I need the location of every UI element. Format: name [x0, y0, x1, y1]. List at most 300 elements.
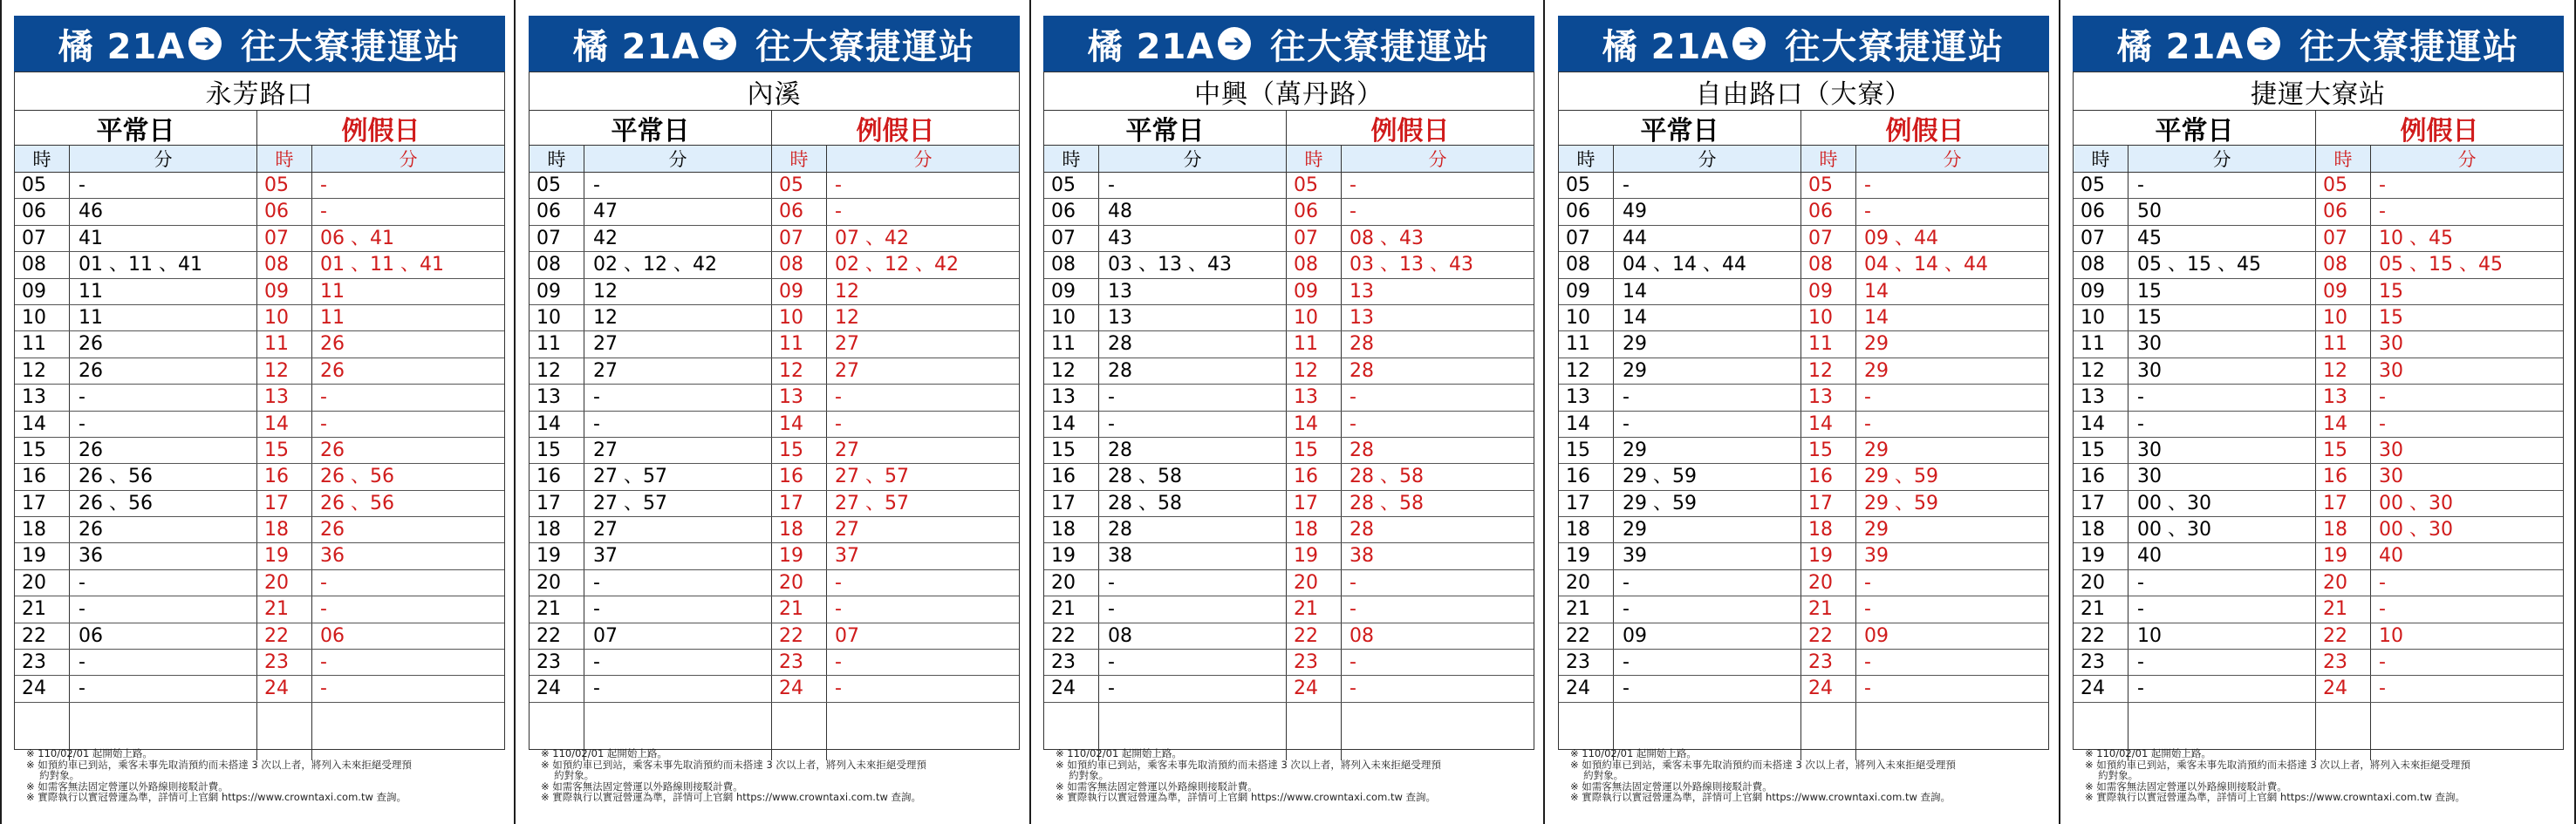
holiday-minutes: 27 、57 — [835, 492, 909, 514]
holiday-hour: 23 — [264, 651, 289, 674]
holiday-hour: 15 — [1808, 439, 1833, 461]
holiday-minutes: - — [320, 174, 327, 196]
weekday-hour: 16 — [536, 466, 561, 488]
route-number: 橘 21A — [1087, 26, 1215, 67]
weekday-hour: 09 — [536, 280, 561, 303]
weekday-hour: 06 — [1051, 201, 1076, 223]
table-row — [530, 491, 1019, 517]
holiday-hour: 21 — [1808, 598, 1833, 621]
holiday-minutes: - — [1864, 571, 1871, 594]
holiday-minutes: 36 — [320, 545, 345, 568]
weekday-minutes: 28 、58 — [1108, 466, 1182, 488]
holiday-heading: 例假日 — [772, 111, 1019, 146]
table-row — [1044, 385, 1534, 411]
weekday-hour: 15 — [2081, 439, 2105, 461]
weekday-minutes: 26 — [79, 439, 103, 461]
footnote-line: ※ 如預約車已到站，乘客未事先取消預約而未搭達 3 次以上者，將列入未來拒絕受理預 — [1056, 758, 1441, 771]
holiday-minutes: - — [835, 201, 842, 223]
weekday-minutes: 47 — [593, 201, 618, 223]
weekday-minutes: 30 — [2137, 359, 2162, 382]
holiday-hour: 05 — [779, 174, 803, 196]
table-row — [15, 279, 504, 305]
holiday-minute-header: 分 — [312, 146, 504, 173]
holiday-hour: 22 — [264, 624, 289, 647]
table-row — [1559, 358, 2048, 385]
table-row — [15, 305, 504, 331]
timetable-panel — [1558, 0, 2049, 824]
holiday-minutes: 40 — [2379, 545, 2403, 568]
weekday-minutes: - — [593, 678, 600, 700]
holiday-minutes: 30 — [2379, 359, 2403, 382]
footnote-line: ※ 如需客無法固定營運以外路線則接駁計費。 — [541, 780, 743, 793]
footnotes — [1056, 748, 1527, 803]
weekday-minute-header: 分 — [1099, 146, 1287, 173]
holiday-minutes: - — [1864, 174, 1871, 196]
weekday-minutes: 30 — [2137, 333, 2162, 356]
weekday-minutes: 02 、12 、42 — [593, 254, 717, 276]
holiday-minutes: 29 、59 — [1864, 492, 1938, 514]
weekday-minutes: - — [79, 174, 85, 196]
table-row — [2074, 676, 2563, 702]
weekday-hour: 08 — [2081, 254, 2105, 276]
holiday-hour: 17 — [779, 492, 803, 514]
holiday-hour: 07 — [1294, 227, 1318, 249]
table-row — [1559, 543, 2048, 569]
weekday-hour: 20 — [2081, 571, 2105, 594]
holiday-minutes: 26 — [320, 359, 345, 382]
table-row — [1044, 305, 1534, 331]
holiday-hour: 11 — [1808, 333, 1833, 356]
footnote-line: ※ 實際執行以實冠營運為準，詳情可上官網 https://www.crowntaxi.com.tw 查詢。 — [2085, 791, 2466, 803]
holiday-hour: 18 — [1294, 519, 1318, 541]
table-row — [15, 570, 504, 596]
weekday-minutes: - — [2137, 412, 2144, 435]
weekday-minutes: 28 — [1108, 519, 1132, 541]
holiday-minutes: 10 、45 — [2379, 227, 2453, 249]
weekday-hour: 15 — [1051, 439, 1076, 461]
weekday-minutes: 26 、56 — [79, 492, 153, 514]
holiday-minutes: 06 — [320, 624, 345, 647]
holiday-hour: 05 — [1294, 174, 1318, 196]
holiday-heading: 例假日 — [257, 111, 504, 146]
weekday-hour: 05 — [22, 174, 46, 196]
footnote-line: ※ 110/02/01 起開始上路。 — [2085, 747, 2211, 759]
table-row — [2074, 623, 2563, 650]
holiday-minutes: - — [2379, 412, 2386, 435]
weekday-minutes: 01 、11 、41 — [79, 254, 202, 276]
footnotes — [2085, 748, 2556, 803]
weekday-hour: 24 — [1051, 678, 1076, 700]
weekday-hour: 21 — [2081, 598, 2105, 621]
weekday-minutes: - — [2137, 651, 2144, 674]
timetable-panel — [529, 0, 1020, 824]
weekday-hour: 10 — [2081, 306, 2105, 329]
weekday-minutes: 08 — [1108, 624, 1132, 647]
table-row — [15, 517, 504, 543]
holiday-hour: 09 — [264, 280, 289, 303]
arrow-right-icon: ➔ — [188, 27, 222, 60]
holiday-minutes: - — [320, 651, 327, 674]
weekday-hour: 18 — [536, 519, 561, 541]
holiday-minutes: 00 、30 — [2379, 519, 2453, 541]
holiday-minutes: - — [1349, 598, 1356, 621]
holiday-hour-header: 時 — [2316, 146, 2371, 173]
table-row — [1044, 252, 1534, 278]
weekday-hour: 13 — [1566, 386, 1590, 409]
weekday-minutes: - — [593, 412, 600, 435]
table-row — [1559, 199, 2048, 225]
sheet-divider — [1029, 0, 1031, 824]
weekday-heading: 平常日 — [2074, 111, 2316, 146]
table-row — [15, 676, 504, 702]
weekday-hour: 17 — [1566, 492, 1590, 514]
holiday-minutes: 12 — [835, 280, 859, 303]
footnote-line: ※ 實際執行以實冠營運為準，詳情可上官網 https://www.crowntaxi.com.tw 查詢。 — [1056, 791, 1437, 803]
table-row — [1044, 676, 1534, 702]
footnote-line: ※ 110/02/01 起開始上路。 — [541, 747, 667, 759]
table-row — [2074, 596, 2563, 623]
weekday-minute-header: 分 — [2128, 146, 2316, 173]
footnote-line: ※ 如預約車已到站，乘客未事先取消預約而未搭達 3 次以上者，將列入未來拒絕受理預 — [2085, 758, 2470, 771]
footnote-line: 約對象。 — [2085, 769, 2139, 781]
holiday-minutes: 37 — [835, 545, 859, 568]
holiday-minutes: - — [1349, 571, 1356, 594]
weekday-hour: 06 — [2081, 201, 2105, 223]
footnote-line: ※ 110/02/01 起開始上路。 — [1570, 747, 1697, 759]
table-row — [530, 252, 1019, 278]
weekday-minutes: 11 — [79, 280, 103, 303]
weekday-hour: 11 — [1566, 333, 1590, 356]
holiday-minutes: 07 — [835, 624, 859, 647]
weekday-minutes: - — [1108, 174, 1115, 196]
schedule-rows — [2074, 173, 2563, 703]
weekday-minutes: 06 — [79, 624, 103, 647]
timetable-panel — [2073, 0, 2564, 824]
table-row — [2074, 438, 2563, 464]
route-number: 橘 21A — [2116, 26, 2245, 67]
stop-name: 捷運大寮站 — [2074, 72, 2563, 111]
weekday-minutes: 29 、59 — [1623, 492, 1697, 514]
holiday-heading: 例假日 — [1287, 111, 1534, 146]
weekday-minutes: 26 — [79, 333, 103, 356]
holiday-hour: 24 — [264, 678, 289, 700]
table-row — [2074, 331, 2563, 358]
holiday-minutes: 28 — [1349, 439, 1374, 461]
holiday-hour: 22 — [779, 624, 803, 647]
weekday-minutes: 27 — [593, 359, 618, 382]
weekday-hour: 17 — [2081, 492, 2105, 514]
table-row — [1559, 570, 2048, 596]
weekday-hour: 12 — [1051, 359, 1076, 382]
footnote-line: ※ 110/02/01 起開始上路。 — [1056, 747, 1182, 759]
route-number: 橘 21A — [58, 26, 186, 67]
weekday-minutes: 00 、30 — [2137, 492, 2211, 514]
holiday-minutes: 02 、12 、42 — [835, 254, 959, 276]
table-row — [530, 226, 1019, 252]
table-row — [1044, 279, 1534, 305]
weekday-hour: 12 — [2081, 359, 2105, 382]
table-row — [2074, 226, 2563, 252]
holiday-minutes: - — [2379, 598, 2386, 621]
schedule-table — [14, 72, 505, 750]
weekday-minutes: 36 — [79, 545, 103, 568]
table-row — [2074, 517, 2563, 543]
holiday-minutes: - — [835, 174, 842, 196]
weekday-hour: 09 — [1566, 280, 1590, 303]
weekday-minutes: 27 、57 — [593, 466, 667, 488]
footnote-line: ※ 實際執行以實冠營運為準，詳情可上官網 https://www.crowntaxi.com.tw 查詢。 — [541, 791, 922, 803]
sheet-divider — [0, 0, 2, 824]
holiday-hour: 15 — [2323, 439, 2347, 461]
weekday-hour: 22 — [536, 624, 561, 647]
weekday-hour: 18 — [22, 519, 46, 541]
holiday-minute-header: 分 — [827, 146, 1019, 173]
weekday-minutes: - — [1108, 412, 1115, 435]
holiday-hour: 08 — [1808, 254, 1833, 276]
weekday-hour: 21 — [1566, 598, 1590, 621]
weekday-hour: 22 — [1051, 624, 1076, 647]
holiday-minutes: 26 — [320, 519, 345, 541]
holiday-minutes: - — [2379, 571, 2386, 594]
holiday-hour: 09 — [1808, 280, 1833, 303]
holiday-minutes: - — [320, 598, 327, 621]
holiday-hour: 18 — [1808, 519, 1833, 541]
weekday-hour: 23 — [22, 651, 46, 674]
route-header — [2073, 16, 2564, 72]
arrow-right-icon: ➔ — [1732, 27, 1766, 60]
weekday-minutes: 37 — [593, 545, 618, 568]
holiday-hour: 07 — [264, 227, 289, 249]
stop-name: 中興（萬丹路） — [1044, 72, 1534, 111]
weekday-minutes: - — [1623, 678, 1630, 700]
weekday-hour: 14 — [536, 412, 561, 435]
weekday-hour: 05 — [2081, 174, 2105, 196]
table-row — [530, 199, 1019, 225]
weekday-hour-header: 時 — [15, 146, 70, 173]
table-row — [15, 412, 504, 438]
weekday-hour: 20 — [1051, 571, 1076, 594]
weekday-minutes: - — [79, 598, 85, 621]
holiday-hour: 14 — [2323, 412, 2347, 435]
holiday-minutes: - — [1349, 412, 1356, 435]
weekday-minutes: - — [1623, 412, 1630, 435]
table-row — [530, 412, 1019, 438]
table-row — [15, 252, 504, 278]
weekday-hour: 24 — [536, 678, 561, 700]
schedule-rows — [530, 173, 1019, 703]
holiday-hour: 17 — [2323, 492, 2347, 514]
holiday-minutes: 08 — [1349, 624, 1374, 647]
weekday-minutes: 09 — [1623, 624, 1647, 647]
weekday-hour: 08 — [1566, 254, 1590, 276]
holiday-minutes: 30 — [2379, 439, 2403, 461]
weekday-minutes: - — [593, 571, 600, 594]
weekday-minutes: 26 — [79, 359, 103, 382]
weekday-hour: 18 — [2081, 519, 2105, 541]
weekday-minutes: - — [1623, 598, 1630, 621]
table-row — [2074, 252, 2563, 278]
weekday-minutes: - — [1623, 174, 1630, 196]
weekday-minutes: 04 、14 、44 — [1623, 254, 1746, 276]
weekday-minute-header: 分 — [1614, 146, 1801, 173]
holiday-minutes: - — [320, 412, 327, 435]
weekday-hour-header: 時 — [530, 146, 584, 173]
holiday-minutes: 26 、56 — [320, 492, 394, 514]
table-row — [15, 438, 504, 464]
footnotes — [541, 748, 1012, 803]
table-row — [1559, 173, 2048, 199]
holiday-hour: 13 — [1808, 386, 1833, 409]
holiday-minutes: - — [835, 386, 842, 409]
weekday-minutes: 41 — [79, 227, 103, 249]
weekday-hour: 17 — [22, 492, 46, 514]
table-row — [2074, 464, 2563, 490]
weekday-minutes: 05 、15 、45 — [2137, 254, 2261, 276]
weekday-hour: 19 — [536, 545, 561, 568]
holiday-hour: 19 — [1294, 545, 1318, 568]
holiday-hour: 21 — [1294, 598, 1318, 621]
holiday-minutes: 29 、59 — [1864, 466, 1938, 488]
table-row — [15, 173, 504, 199]
weekday-hour: 10 — [22, 306, 46, 329]
holiday-minutes: 26 、56 — [320, 466, 394, 488]
weekday-minutes: 28 — [1108, 359, 1132, 382]
table-row — [2074, 412, 2563, 438]
weekday-hour: 22 — [2081, 624, 2105, 647]
table-row — [1044, 517, 1534, 543]
holiday-minutes: - — [320, 571, 327, 594]
holiday-hour-header: 時 — [1287, 146, 1342, 173]
sheet-divider — [514, 0, 516, 824]
holiday-minutes: 09 、44 — [1864, 227, 1938, 249]
weekday-minutes: 29 — [1623, 519, 1647, 541]
weekday-hour: 19 — [22, 545, 46, 568]
weekday-minute-header: 分 — [584, 146, 772, 173]
holiday-hour: 15 — [1294, 439, 1318, 461]
route-header — [529, 16, 1020, 72]
table-row — [1044, 412, 1534, 438]
weekday-hour: 07 — [22, 227, 46, 249]
holiday-hour: 16 — [264, 466, 289, 488]
weekday-minutes: 29 、59 — [1623, 466, 1697, 488]
weekday-minutes: - — [1108, 651, 1115, 674]
holiday-hour: 20 — [1808, 571, 1833, 594]
weekday-hour: 10 — [536, 306, 561, 329]
weekday-heading: 平常日 — [1044, 111, 1287, 146]
table-row — [2074, 305, 2563, 331]
weekday-hour: 18 — [1051, 519, 1076, 541]
weekday-minutes: 29 — [1623, 439, 1647, 461]
holiday-minutes: - — [1864, 201, 1871, 223]
holiday-hour: 14 — [1294, 412, 1318, 435]
holiday-hour: 12 — [779, 359, 803, 382]
holiday-hour: 14 — [264, 412, 289, 435]
holiday-minutes: - — [1864, 412, 1871, 435]
weekday-minutes: 27 — [593, 333, 618, 356]
table-row — [530, 438, 1019, 464]
weekday-minutes: 28 — [1108, 333, 1132, 356]
weekday-minutes: 27 — [593, 439, 618, 461]
holiday-hour: 20 — [779, 571, 803, 594]
holiday-minutes: 15 — [2379, 306, 2403, 329]
holiday-hour: 13 — [1294, 386, 1318, 409]
table-row — [15, 331, 504, 358]
weekday-hour: 13 — [2081, 386, 2105, 409]
holiday-hour: 23 — [2323, 651, 2347, 674]
weekday-minutes: - — [1623, 651, 1630, 674]
weekday-hour: 10 — [1051, 306, 1076, 329]
table-row — [15, 464, 504, 490]
weekday-hour: 15 — [1566, 439, 1590, 461]
holiday-minutes: - — [2379, 651, 2386, 674]
holiday-hour: 11 — [2323, 333, 2347, 356]
weekday-minute-header: 分 — [70, 146, 257, 173]
weekday-hour: 18 — [1566, 519, 1590, 541]
weekday-minutes: 00 、30 — [2137, 519, 2211, 541]
holiday-hour: 05 — [2323, 174, 2347, 196]
holiday-minutes: - — [1349, 174, 1356, 196]
weekday-minutes: 46 — [79, 201, 103, 223]
table-row — [1044, 596, 1534, 623]
table-row — [1559, 331, 2048, 358]
holiday-minutes: 28 、58 — [1349, 492, 1424, 514]
weekday-minutes: - — [2137, 174, 2144, 196]
footnotes — [1570, 748, 2041, 803]
holiday-minutes: 38 — [1349, 545, 1374, 568]
table-row — [2074, 358, 2563, 385]
holiday-minutes: - — [320, 678, 327, 700]
table-row — [2074, 173, 2563, 199]
table-row — [1559, 385, 2048, 411]
weekday-minutes: 28 — [1108, 439, 1132, 461]
schedule-rows — [1044, 173, 1534, 703]
weekday-minutes: 14 — [1623, 306, 1647, 329]
table-row — [1559, 252, 2048, 278]
table-row — [530, 570, 1019, 596]
holiday-minutes: 27 — [835, 439, 859, 461]
route-header — [1043, 16, 1534, 72]
arrow-right-icon: ➔ — [2247, 27, 2280, 60]
weekday-minutes: 07 — [593, 624, 618, 647]
weekday-hour: 15 — [536, 439, 561, 461]
weekday-hour: 20 — [1566, 571, 1590, 594]
table-row — [15, 385, 504, 411]
holiday-minutes: 30 — [2379, 333, 2403, 356]
weekday-hour: 24 — [1566, 678, 1590, 700]
weekday-minutes: 50 — [2137, 201, 2162, 223]
weekday-hour-header: 時 — [1044, 146, 1099, 173]
weekday-minutes: 30 — [2137, 466, 2162, 488]
weekday-minutes: 03 、13 、43 — [1108, 254, 1232, 276]
holiday-hour: 17 — [1294, 492, 1318, 514]
table-row — [15, 650, 504, 676]
holiday-hour: 21 — [779, 598, 803, 621]
table-row — [530, 173, 1019, 199]
holiday-hour: 05 — [1808, 174, 1833, 196]
table-row — [2074, 570, 2563, 596]
weekday-hour: 19 — [1566, 545, 1590, 568]
weekday-minutes: 15 — [2137, 306, 2162, 329]
holiday-hour: 20 — [1294, 571, 1318, 594]
weekday-hour: 16 — [2081, 466, 2105, 488]
table-row — [1044, 623, 1534, 650]
holiday-minutes: 29 — [1864, 519, 1889, 541]
table-row — [1559, 517, 2048, 543]
holiday-hour: 18 — [264, 519, 289, 541]
weekday-minutes: 45 — [2137, 227, 2162, 249]
footnote-line: ※ 如需客無法固定營運以外路線則接駁計費。 — [26, 780, 229, 793]
stop-name: 內溪 — [530, 72, 1019, 111]
